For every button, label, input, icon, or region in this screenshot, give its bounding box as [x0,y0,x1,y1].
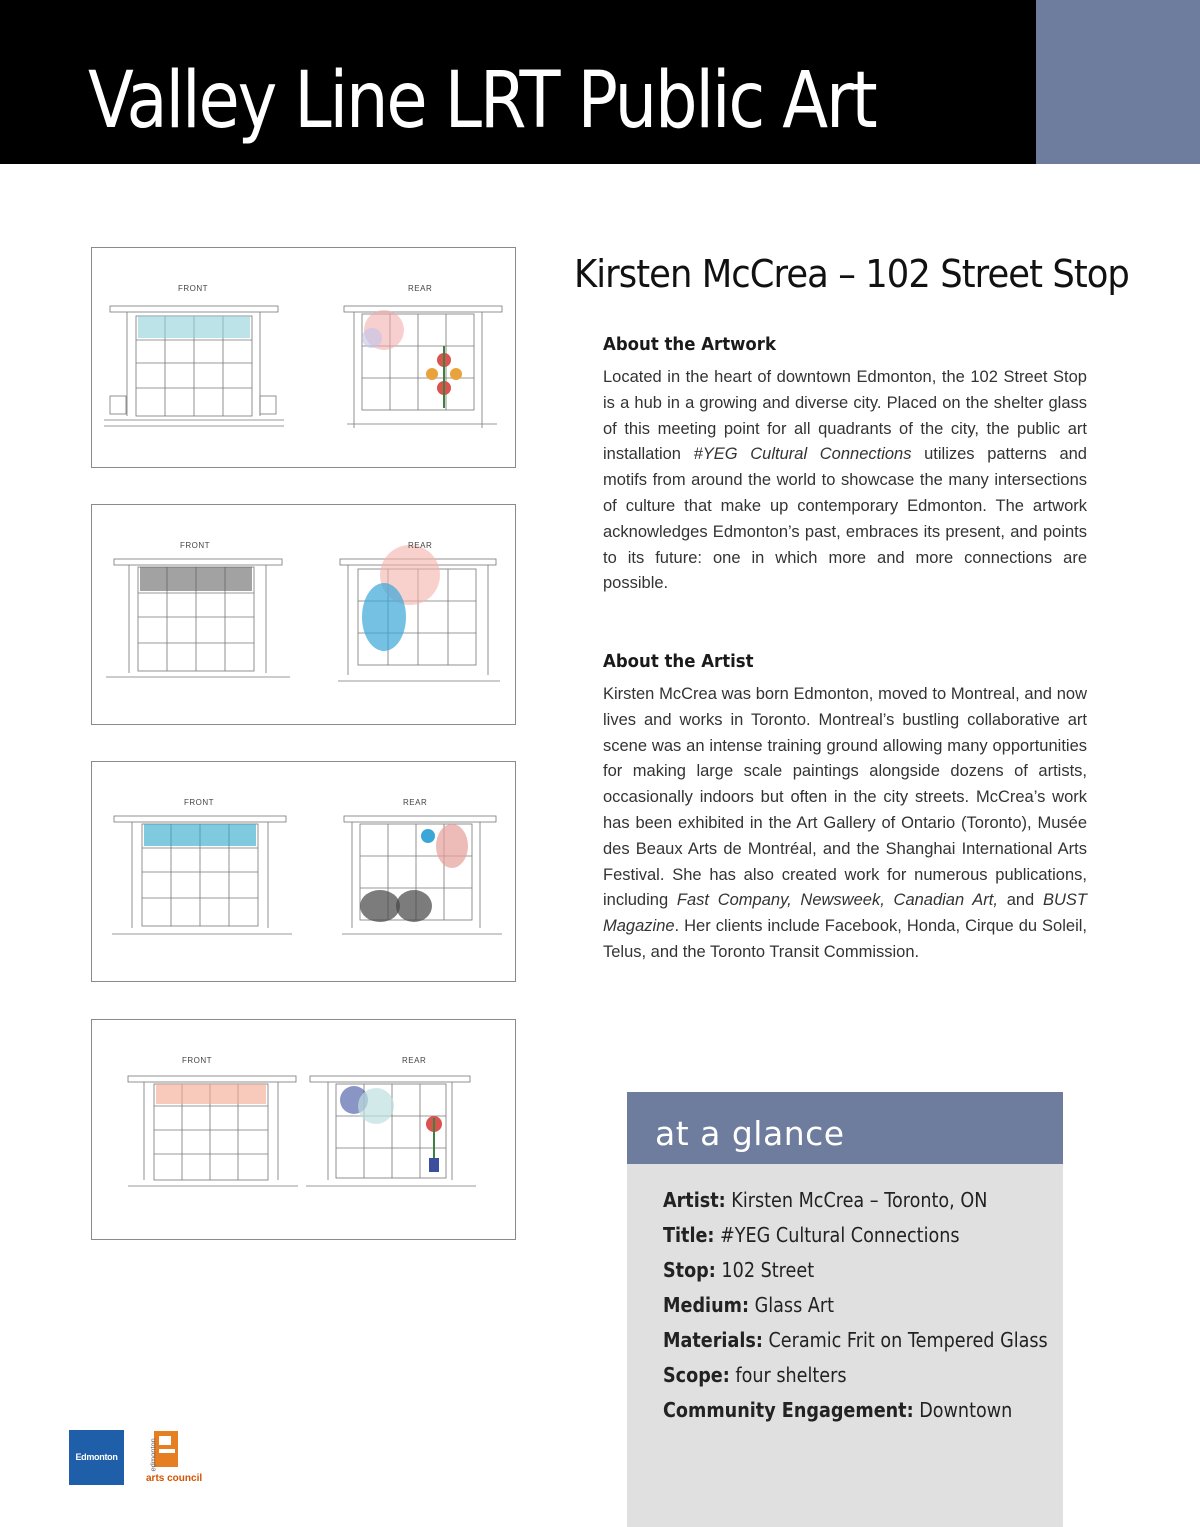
fact-label: Medium: [663,1293,749,1317]
fact-scope [663,1363,1048,1398]
about-artist-text [603,682,1087,966]
edmonton-logo: Edmonton [69,1430,124,1485]
rear-label: REAR [408,541,433,550]
publication-italic: BUST Magazine [603,891,1087,936]
fact-value: four shelters [729,1363,847,1387]
fact-value: 102 Street [715,1258,815,1282]
rear-label: REAR [402,1056,427,1065]
fact-label: Community Engagement: [663,1398,914,1422]
fact-value: Downtown [913,1398,1013,1422]
at-a-glance-title: at a glance [655,1114,845,1153]
page-title: Valley Line LRT Public Art [88,56,876,146]
fact-label: Title: [663,1223,715,1247]
fact-list [663,1188,1100,1433]
front-label: FRONT [178,284,209,293]
header-accent-block [1036,0,1200,164]
front-label: FRONT [182,1056,213,1065]
fact-label: Scope: [663,1363,730,1387]
about-artwork-heading: About the Artwork [603,334,776,355]
artwork-text-part: Located in the heart of downtown Edmonton, the 102 Street Stop is a hub in a growing and diverse city. Placed on the shelter glass of this meeting point for all quadrants of the city, the public art installation [603,368,1087,464]
shelter-drawing-2 [91,504,516,725]
artwork-title-italic: #YEG Cultural Connections [693,445,912,464]
front-label: FRONT [184,798,215,807]
shelter-drawing-1 [91,247,516,468]
at-a-glance-box [627,1092,1063,1527]
publication-italic: Fast Company, Newsweek, Canadian Art, [676,891,998,910]
fact-label: Artist: [663,1188,726,1212]
front-label: FRONT [180,541,211,550]
fact-value: Ceramic Frit on Tempered Glass [762,1328,1048,1352]
artist-text-part: Kirsten McCrea was born Edmonton, moved to Montreal, and now lives and works in Toronto. Montreal’s bustling collaborative art scene was an intense training ground allowing many opportunities for making large scale paintings alongside dozens of artists, occasionally indoors but often in the city streets. McCrea’s work has been exhibited in the Art Gallery of Ontario (Toronto), Musée des Beaux Arts de Montréal, and the Shanghai International Arts Festival. She has also created work for numerous publications, including [603,685,1087,910]
shelter-drawing-3 [91,761,516,982]
about-artwork-text [603,365,1087,597]
edmonton-arts-council-logo [146,1429,210,1487]
fact-stop [663,1258,1048,1293]
shelter-drawing-4 [91,1019,516,1240]
fact-community-engagement [663,1398,1048,1433]
fact-title [663,1223,1048,1258]
rear-label: REAR [408,284,433,293]
at-a-glance-header [627,1092,1063,1164]
artist-text-part: and [997,891,1043,910]
fact-label: Stop: [663,1258,716,1282]
fact-value: #YEG Cultural Connections [714,1223,960,1247]
fact-medium [663,1293,1048,1328]
fact-materials [663,1328,1048,1363]
fact-label: Materials: [663,1328,763,1352]
fact-value: Kirsten McCrea – Toronto, ON [725,1188,988,1212]
artwork-text-part: utilizes patterns and motifs from around the world to showcase the many intersections of culture that make up contemporary Edmonton. The artwork acknowledges Edmonton’s past, embraces its present, and points to its future: one in which more and more connections are possible. [603,445,1087,593]
fact-value: Glass Art [748,1293,835,1317]
about-artist-heading: About the Artist [603,651,754,672]
rear-label: REAR [403,798,428,807]
artist-text-part: . Her clients include Facebook, Honda, Cirque du Soleil, Telus, and the Toronto Transit Commission. [603,917,1087,961]
eac-wordmark: arts council [146,1473,203,1484]
eac-vertical-text: edmonton [148,1438,158,1472]
section-title: Kirsten McCrea – 102 Street Stop [574,252,1129,296]
fact-artist [663,1188,1048,1223]
